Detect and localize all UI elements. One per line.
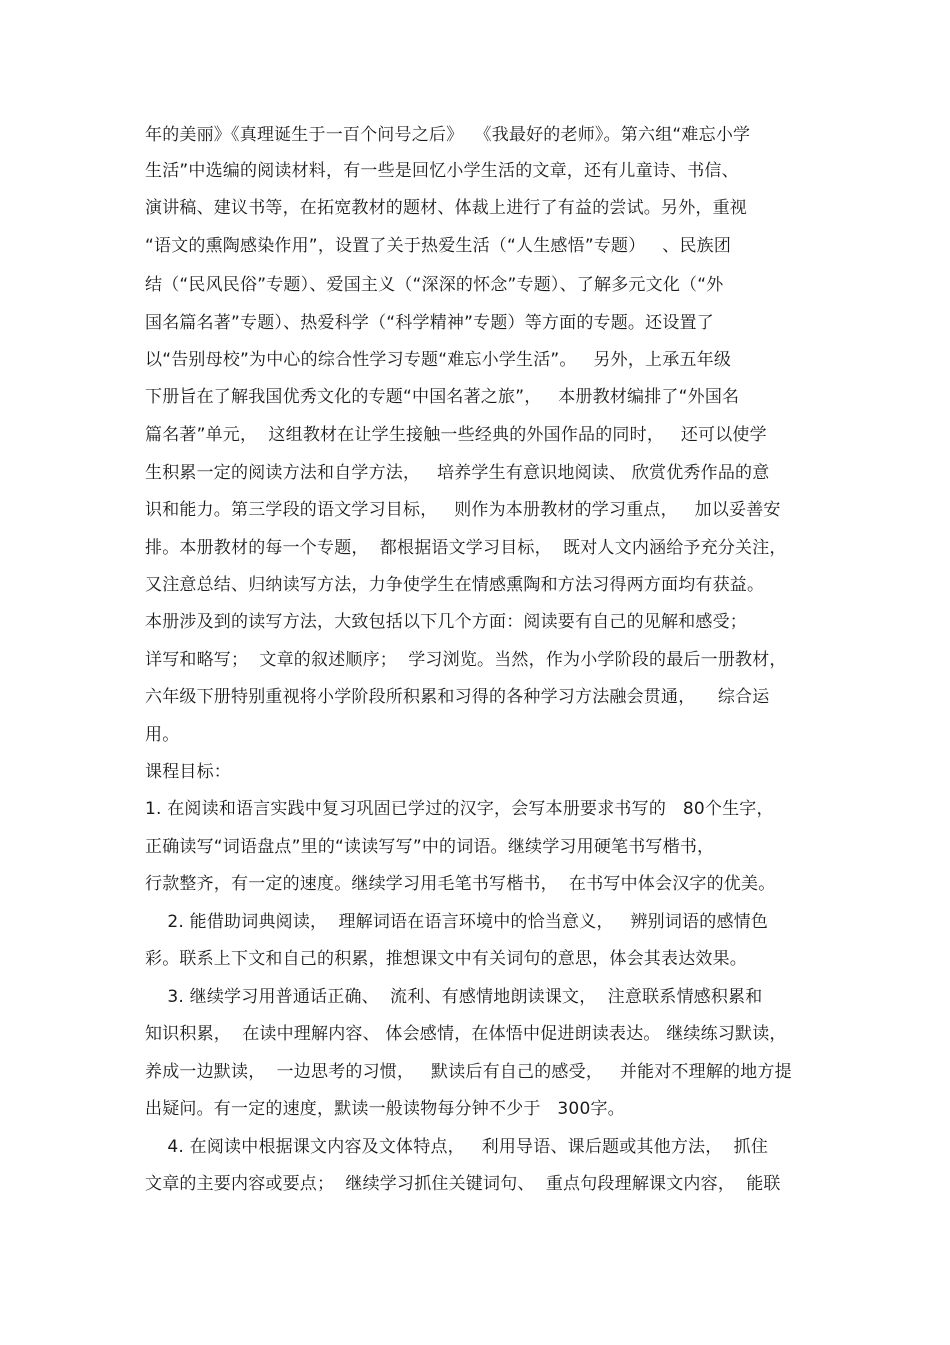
text-line: 生活”中选编的阅读材料，有一些是回忆小学生活的文章，还有儿童诗、书信、 <box>145 161 739 181</box>
text-line: 3. 继续学习用普通话正确、 流利、有感情地朗读课文， 注意联系情感积累和 <box>145 987 763 1007</box>
text-line: 本册涉及到的读写方法，大致包括以下几个方面：阅读要有自己的见解和感受； <box>145 612 747 632</box>
section-heading: 课程目标： <box>145 762 231 782</box>
text-line: 年的美丽》《真理诞生于一百个问号之后》 《我最好的老师》。第六组“难忘小学 <box>145 125 751 145</box>
text-line: 识和能力。第三学段的语文学习目标， 则作为本册教材的学习重点， 加以妥善安 <box>145 500 781 520</box>
text-line: 国名篇名著”专题）、热爱科学（“科学精神”专题）等方面的专题。还设置了 <box>145 313 714 333</box>
text-line: 六年级下册特别重视将小学阶段所积累和习得的各种学习方法融会贯通， 综合运 <box>145 687 770 707</box>
text-line: 文章的主要内容或要点； 继续学习抓住关键词句、 重点句段理解课文内容， 能联 <box>145 1174 781 1194</box>
text-line: 结（“民风民俗”专题）、爱国主义（“深深的怀念”专题）、了解多元文化（“外 <box>145 275 724 295</box>
text-line: 用。 <box>145 725 180 745</box>
text-line: 以“告别母校”为中心的综合性学习专题“难忘小学生活”。 另外，上承五年级 <box>145 350 732 370</box>
text-line: 1. 在阅读和语言实践中复习巩固已学过的汉字，会写本册要求书写的 80个生字， <box>145 799 774 819</box>
text-line: 出疑问。有一定的速度，默读一般读物每分钟不少于 300字。 <box>145 1099 625 1119</box>
text-line: 正确读写“词语盘点”里的“读读写写”中的词语。继续学习用硬笔书写楷书， <box>145 837 715 857</box>
text-line: 排。本册教材的每一个专题， 都根据语文学习目标， 既对人文内涵给予充分关注， <box>145 538 787 558</box>
text-line: 下册旨在了解我国优秀文化的专题“中国名著之旅”， 本册教材编排了“外国名 <box>145 387 740 407</box>
text-line: 详写和略写； 文章的叙述顺序； 学习浏览。当然，作为小学阶段的最后一册教材， <box>145 650 787 670</box>
text-line: “语文的熏陶感染作用”，设置了关于热爱生活（“人生感悟”专题） 、民族团 <box>145 236 732 256</box>
text-line: 养成一边默读， 一边思考的习惯， 默读后有自己的感受， 并能对不理解的地方提 <box>145 1062 792 1082</box>
text-line: 演讲稿、建议书等，在拓宽教材的题材、体裁上进行了有益的尝试。另外，重视 <box>145 198 747 218</box>
text-line: 篇名著”单元， 这组教材在让学生接触一些经典的外国作品的同时， 还可以使学 <box>145 425 767 445</box>
text-line: 行款整齐，有一定的速度。继续学习用毛笔书写楷书， 在书写中体会汉字的优美。 <box>145 874 776 894</box>
text-line: 2. 能借助词典阅读， 理解词语在语言环境中的恰当意义， 辨别词语的感情色 <box>145 912 769 932</box>
text-line: 生积累一定的阅读方法和自学方法， 培养学生有意识地阅读、 欣赏优秀作品的意 <box>145 463 770 483</box>
text-line: 又注意总结、归纳读写方法，力争使学生在情感熏陶和方法习得两方面均有获益。 <box>145 575 765 595</box>
text-line: 彩。联系上下文和自己的积累，推想课文中有关词句的意思，体会其表达效果。 <box>145 949 747 969</box>
text-line: 4. 在阅读中根据课文内容及文体特点， 利用导语、课后题或其他方法， 抓住 <box>145 1137 769 1157</box>
text-line: 知识积累， 在读中理解内容、 体会感情，在体悟中促进朗读表达。 继续练习默读， <box>145 1024 787 1044</box>
